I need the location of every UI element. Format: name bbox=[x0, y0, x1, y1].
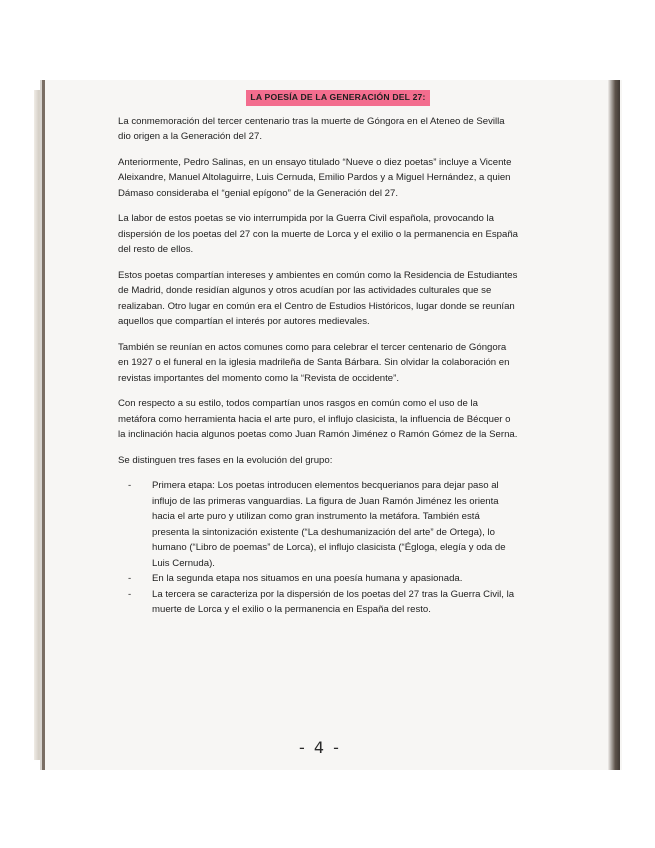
paragraph: La labor de estos poetas se vio interrumpida por la Guerra Civil española, provocando la dispersión de los poetas del 27 con la muerte de Lorca y el exilio o la permanencia en España del resto de ellos. bbox=[118, 213, 518, 255]
list-item bbox=[118, 478, 518, 571]
paper-right-edge bbox=[608, 80, 620, 770]
list-item-text: La tercera se caracteriza por la dispersión de los poetas del 27 tras la Guerra Civil, la muerte de Lorca y el exilio o la permanencia en España del resto. bbox=[152, 588, 515, 615]
list-item-text: Primera etapa: Los poetas introducen elementos becquerianos para dejar paso al influjo de las primeras vanguardias. La figura de Juan Ramón Jiménez les orienta hacia el arte puro y utilizan como gran instrumento la metáfora. También está presenta la sintonización existente (“La deshumanización del arte” de Ortega), lo humano (“Libro de poemas” de Lorca), el influjo clasicista (“Égloga, elegía y oda de Luis Cernuda). bbox=[152, 480, 506, 569]
paragraph: Con respecto a su estilo, todos compartían unos rasgos en común como el uso de la metáfora como herramienta hacia el arte puro, el influjo clasicista, la influencia de Bécquer o la inclinación hacia algunos poetas como Juan Ramón Jiménez o Ramón Gómez de la Serna. bbox=[118, 398, 518, 440]
phases-list bbox=[118, 478, 518, 618]
paragraph: Estos poetas compartían intereses y ambientes en común como la Residencia de Estudiantes de Madrid, donde residían algunos y otros acudían por las actividades culturales que se realizaban. Otro lugar en común era el Centro de Estudios Históricos, lugar donde se reunían aquellos que compartían el interés por autores medievales. bbox=[118, 269, 518, 327]
document-body bbox=[118, 90, 518, 618]
phases-intro: Se distinguen tres fases en la evolución del grupo: bbox=[118, 454, 333, 466]
paragraph: Anteriormente, Pedro Salinas, en un ensayo titulado “Nueve o diez poetas” incluye a Vicente Aleixandre, Manuel Altolaguirre, Luis Cernuda, Emilio Pardos y a Miguel Hernández, a quien Dámaso consideraba el “genial epígono” de la Generación del 27. bbox=[118, 156, 512, 199]
list-item bbox=[118, 587, 518, 618]
page-number: - 4 - bbox=[299, 738, 341, 757]
list-item-text: En la segunda etapa nos situamos en una poesía humana y apasionada. bbox=[152, 573, 463, 584]
bullet-dash: - bbox=[128, 588, 132, 600]
bullet-dash: - bbox=[128, 573, 132, 584]
paragraph: También se reunían en actos comunes como para celebrar el tercer centenario de Góngora en 1927 o el funeral en la iglesia madrileña de Santa Bárbara. Sin olvidar la colaboración en revistas importantes del momento como la “Revista de occidente”. bbox=[118, 341, 510, 384]
list-item bbox=[118, 571, 518, 587]
bullet-dash: - bbox=[128, 480, 132, 491]
paragraph: La conmemoración del tercer centenario tras la muerte de Góngora en el Ateneo de Sevilla dio origen a la Generación del 27. bbox=[118, 115, 505, 142]
title-container bbox=[158, 90, 518, 106]
document-title: LA POESÍA DE LA GENERACIÓN DEL 27: bbox=[246, 90, 429, 106]
